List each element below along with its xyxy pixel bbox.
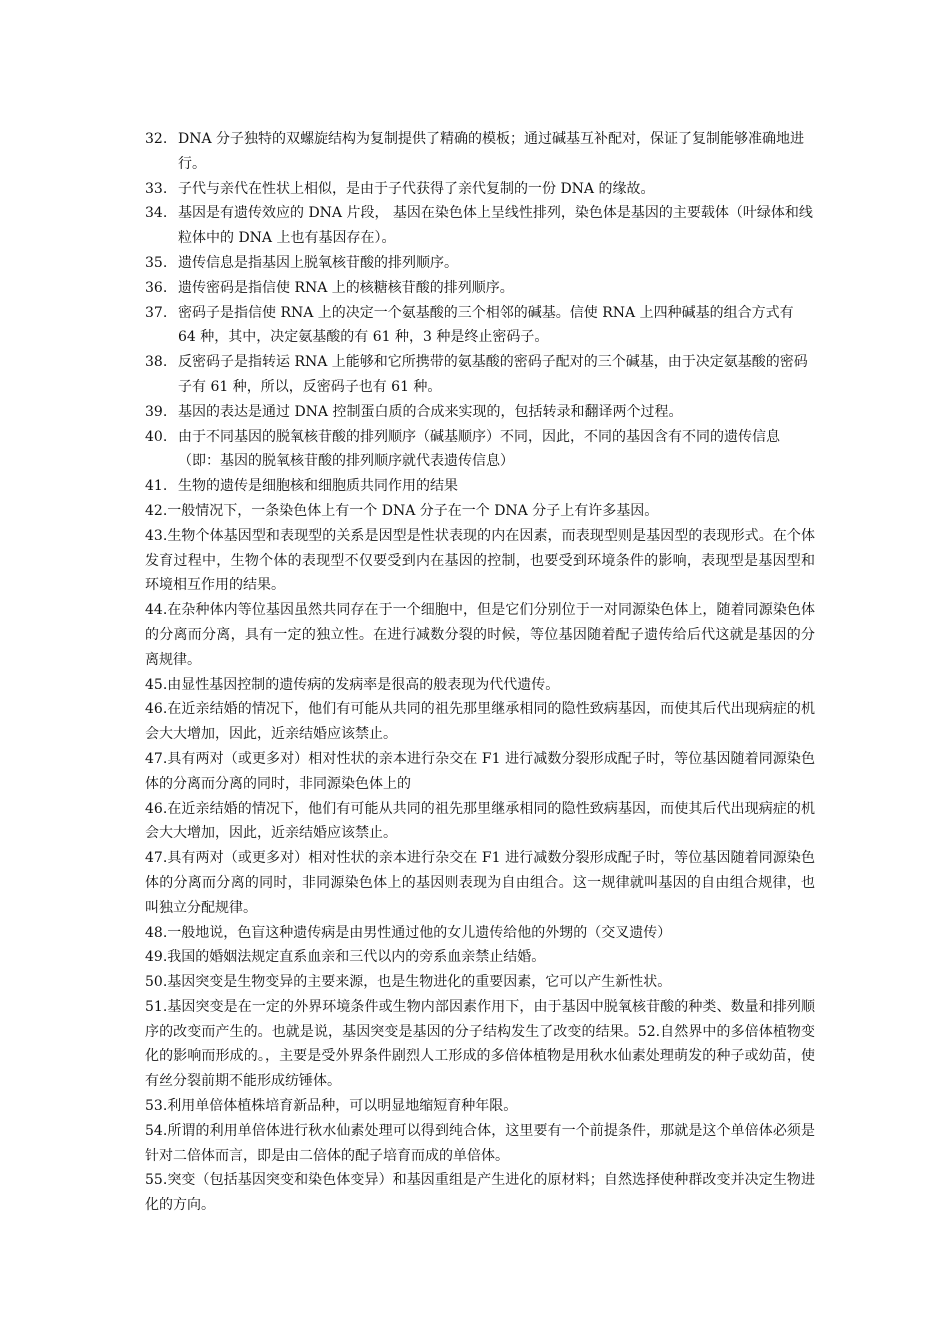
paragraph: 46.在近亲结婚的情况下，他们有可能从共同的祖先那里继承相同的隐性致病基因，而使其后代出现病症的机会大大增加，因此，近亲结婚应该禁止。 [145, 800, 815, 842]
paragraph: 53.利用单倍体植株培育新品种，可以明显地缩短育种年限。 [145, 1098, 518, 1115]
item-text: 遗传信息是指基因上脱氧核苷酸的排列顺序。 [178, 254, 458, 271]
item-text: 基因是有遗传效应的 DNA 片段， 基因在染色体上呈线性排列，染色体是基因的主要载体（叶绿体和线粒体中的 DNA 上也有基因存在）。 [178, 205, 813, 247]
list-item [145, 400, 815, 425]
document-body [145, 127, 815, 1218]
item-number: 37. [145, 304, 168, 321]
item-text: DNA 分子独特的双螺旋结构为复制提供了精确的模板；通过碱基互补配对，保证了复制能够准确地进行。 [178, 131, 805, 172]
list-item [145, 251, 815, 276]
item-number: 38. [145, 354, 168, 371]
item-number: 36. [145, 279, 168, 296]
item-text: 基因的表达是通过 DNA 控制蛋白质的合成来实现的，包括转录和翻译两个过程。 [178, 403, 683, 420]
item-text: 生物的遗传是细胞核和细胞质共同作用的结果 [178, 478, 458, 495]
paragraph: 54.所谓的利用单倍体进行秋水仙素处理可以得到纯合体，这里要有一个前提条件，那就是这个单倍体必须是针对二倍体而言，即是由二倍体的配子培育而成的单倍体。 [145, 1122, 815, 1164]
numbered-list [145, 127, 815, 499]
item-text: 密码子是指信使 RNA 上的决定一个氨基酸的三个相邻的碱基。信使 RNA 上四种碱基的组合方式有 64 种，其中，决定氨基酸的有 61 种，3 种是终止密码子。 [178, 304, 794, 346]
list-item [145, 177, 815, 202]
paragraph: 42.一般情况下，一条染色体上有一个 DNA 分子在一个 DNA 分子上有许多基因。 [145, 502, 659, 519]
paragraph: 48.一般地说，色盲这种遗传病是由男性通过他的女儿遗传给他的外甥的（交叉遗传） [145, 924, 672, 941]
item-number: 35. [145, 254, 168, 271]
list-item [145, 276, 815, 301]
item-text: 反密码子是指转运 RNA 上能够和它所携带的氨基酸的密码子配对的三个碱基，由于决定氨基酸的密码子有 61 种，所以，反密码子也有 61 种。 [178, 354, 808, 395]
paragraph: 44.在杂种体内等位基因虽然共同存在于一个细胞中，但是它们分别位于一对同源染色体上，随着同源染色体的分离而分离，具有一定的独立性。在进行减数分裂的时候，等位基因随着配子遗传给后代这就是基因的分离规律。 [145, 602, 815, 668]
list-item [145, 350, 815, 400]
item-number: 39. [145, 403, 168, 420]
item-number: 40. [145, 428, 168, 445]
list-item [145, 127, 815, 177]
item-number: 41. [145, 478, 168, 495]
list-item [145, 425, 815, 475]
paragraph: 55.突变（包括基因突变和染色体变异）和基因重组是产生进化的原材料；自然选择使种群改变并决定生物进化的方向。 [145, 1172, 815, 1214]
paragraph: 47.具有两对（或更多对）相对性状的亲本进行杂交在 F1 进行减数分裂形成配子时，等位基因随着同源染色体的分离而分离的同时，非同源染色体上的 [145, 750, 815, 792]
list-item [145, 301, 815, 351]
item-text: 遗传密码是指信使 RNA 上的核糖核苷酸的排列顺序。 [178, 279, 514, 296]
paragraph: 51.基因突变是在一定的外界环境条件或生物内部因素作用下，由于基因中脱氧核苷酸的种类、数量和排列顺序的改变而产生的。也就是说，基因突变是基因的分子结构发生了改变的结果。52.自然界中的多倍体植物变化的影响而形成的。，主要是受外界条件剧烈人工形成的多倍体植物是用秋水仙素处理萌发的种子或幼苗，使有丝分裂前期不能形成纺锤体。 [145, 998, 815, 1090]
item-number: 34. [145, 205, 168, 222]
paragraph: 45.由显性基因控制的遗传病的发病率是很高的般表现为代代遗传。 [145, 676, 560, 693]
paragraph: 47.具有两对（或更多对）相对性状的亲本进行杂交在 F1 进行减数分裂形成配子时，等位基因随着同源染色体的分离而分离的同时，非同源染色体上的基因则表现为自由组合。这一规律就叫基因的自由组合规律，也叫独立分配规律。 [145, 850, 815, 916]
item-text: 由于不同基因的脱氧核苷酸的排列顺序（碱基顺序）不同，因此，不同的基因含有不同的遗传信息（即：基因的脱氧核苷酸的排列顺序就代表遗传信息） [178, 428, 780, 470]
paragraph: 46.在近亲结婚的情况下，他们有可能从共同的祖先那里继承相同的隐性致病基因，而使其后代出现病症的机会大大增加，因此，近亲结婚应该禁止。 [145, 701, 815, 743]
paragraph: 43.生物个体基因型和表现型的关系是因型是性状表现的内在因素，而表现型则是基因型的表现形式。在个体发育过程中，生物个体的表现型不仅要受到内在基因的控制，也要受到环境条件的影响，表现型是基因型和环境相互作用的结果。 [145, 527, 815, 594]
paragraph: 50.基因突变是生物变异的主要来源，也是生物进化的重要因素，它可以产生新性状。 [145, 974, 672, 991]
item-number: 32. [145, 131, 168, 147]
paragraph: 49.我国的婚姻法规定直系血亲和三代以内的旁系血亲禁止结婚。 [145, 949, 546, 966]
list-item [145, 474, 815, 499]
item-number: 33. [145, 180, 168, 197]
item-text: 子代与亲代在性状上相似，是由于子代获得了亲代复制的一份 DNA 的缘故。 [178, 180, 655, 197]
list-item [145, 201, 815, 251]
